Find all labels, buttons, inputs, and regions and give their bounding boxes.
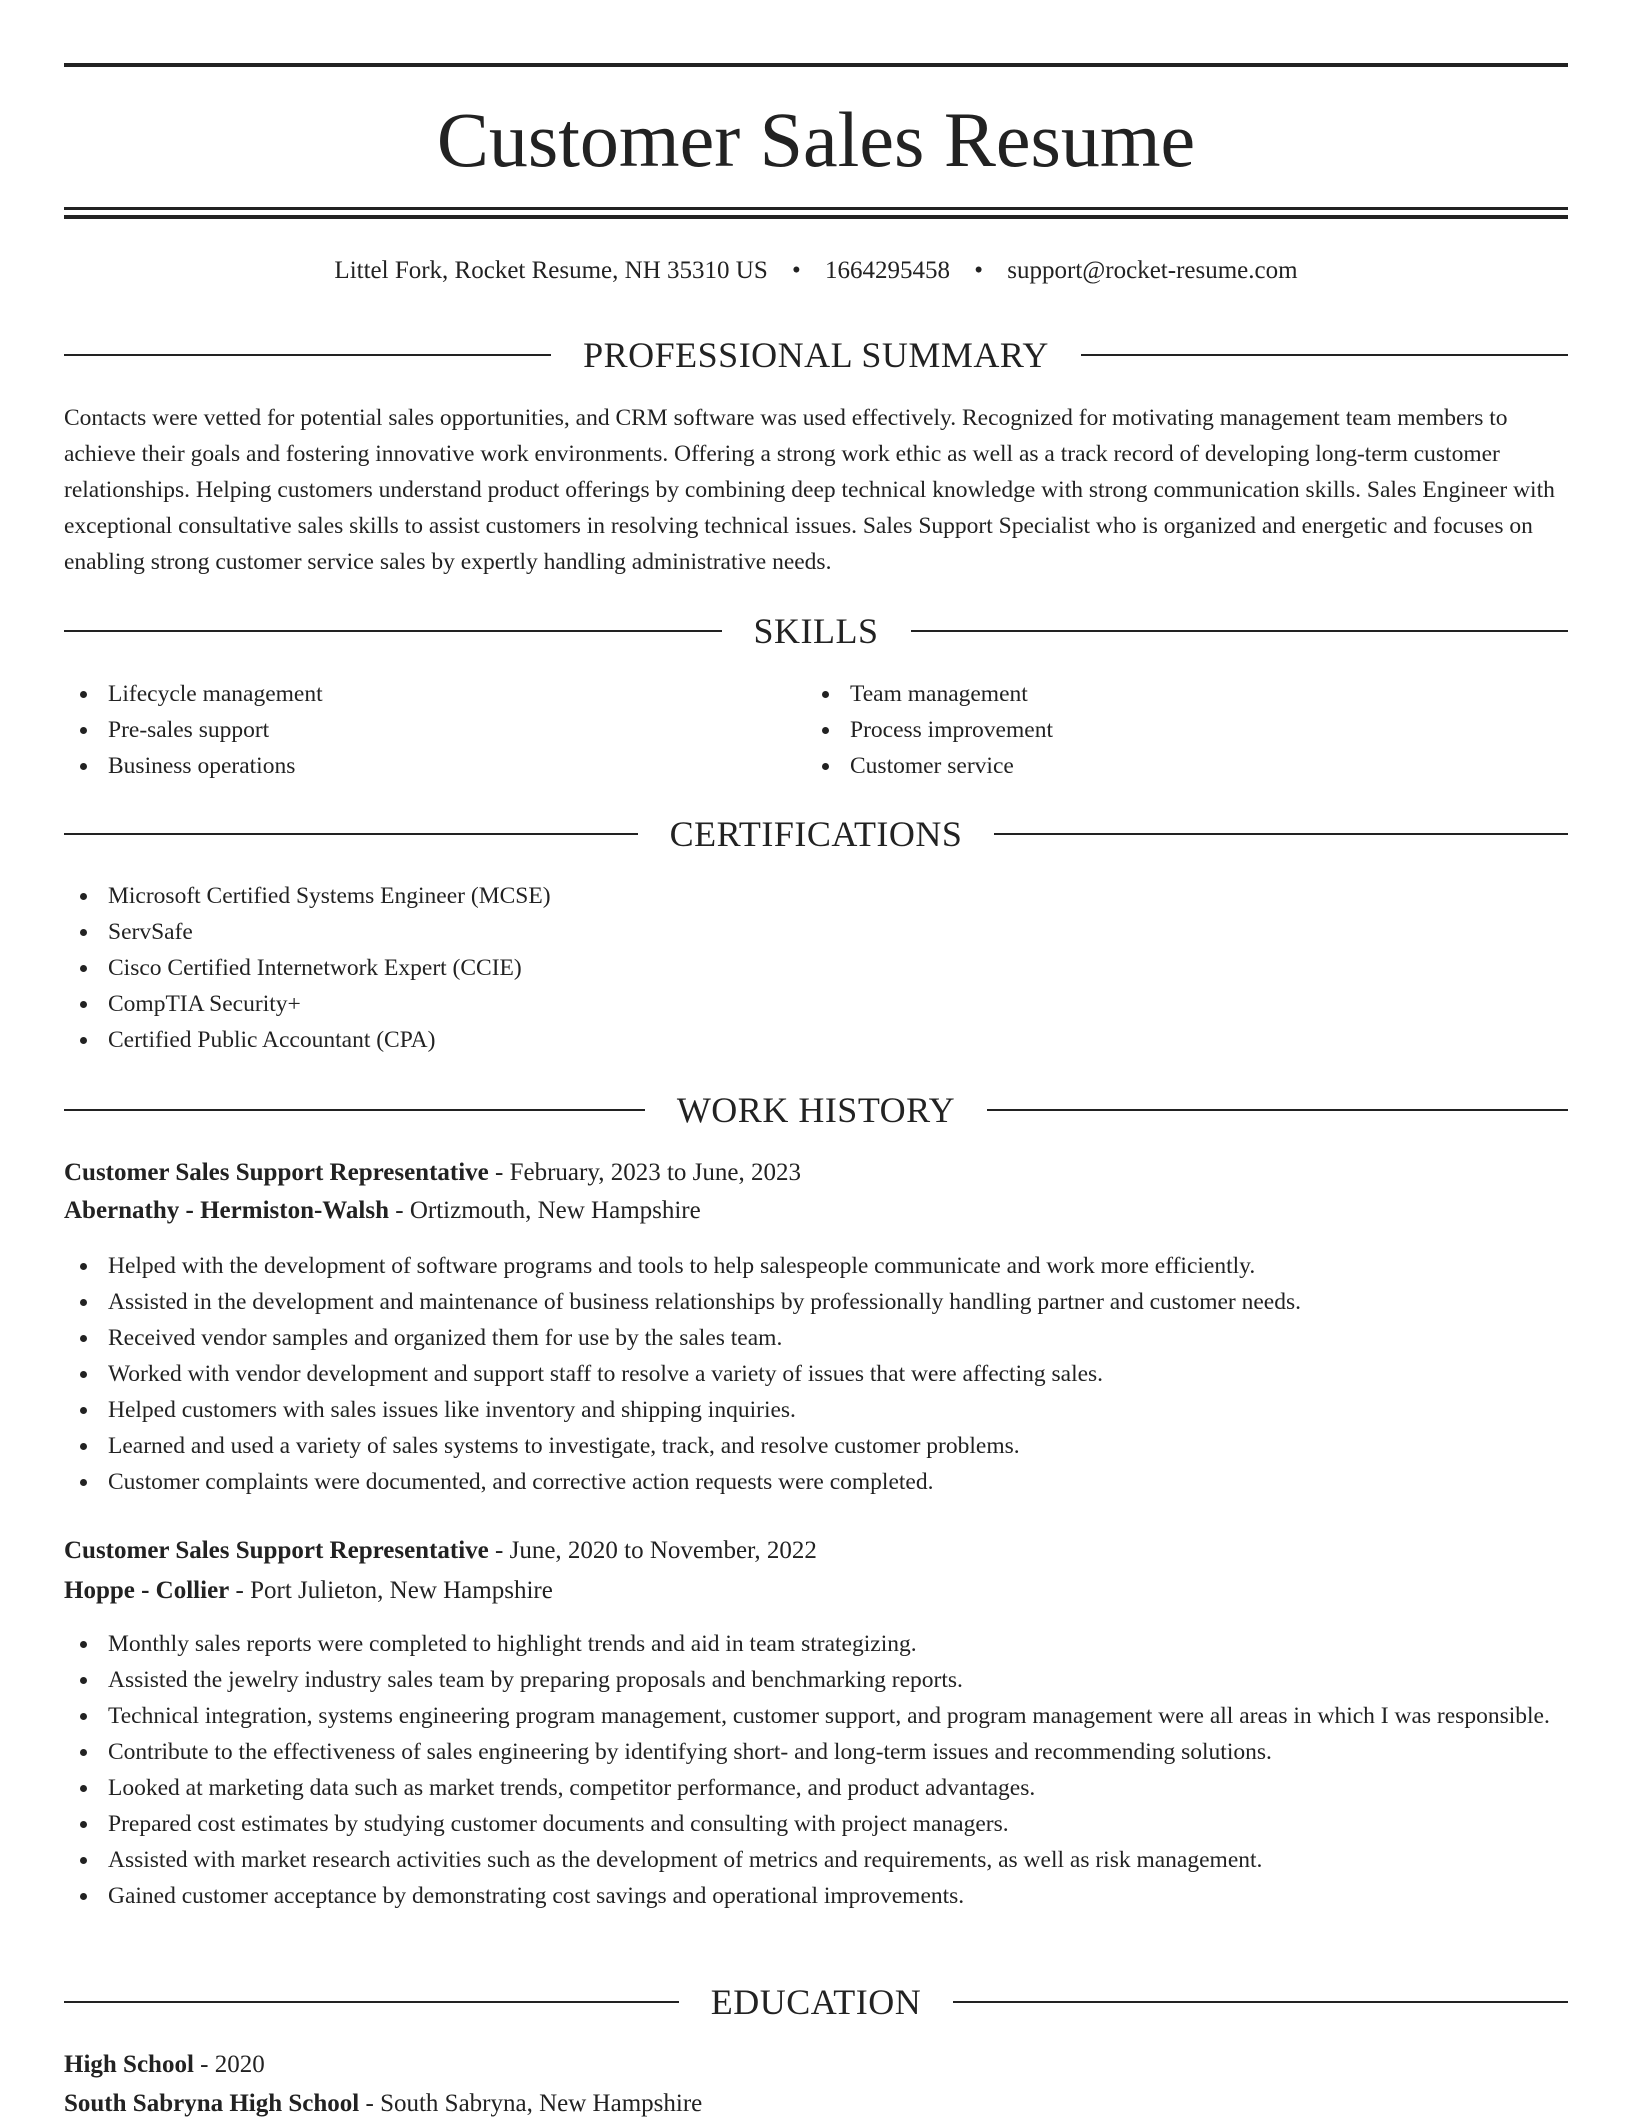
list-item: Looked at marketing data such as market trends, competitor performance, and product advantages. [64, 1770, 1568, 1806]
list-item: Learned and used a variety of sales systems to investigate, track, and resolve customer problems. [64, 1428, 1568, 1464]
list-item: Cisco Certified Internetwork Expert (CCIE) [64, 950, 1568, 986]
list-item: Customer service [806, 748, 1546, 784]
list-item: Assisted in the development and maintenance of business relationships by professionally handling partner and customer needs. [64, 1284, 1568, 1320]
list-item: Pre-sales support [64, 712, 804, 748]
job-title: Customer Sales Support Representative [64, 1537, 489, 1564]
contact-separator: • [791, 257, 801, 284]
contact-separator: • [974, 257, 984, 284]
education-year: - 2020 [193, 2051, 265, 2078]
job-company-line [64, 1572, 1568, 1610]
list-item: Customer complaints were documented, and corrective action requests were completed. [64, 1464, 1568, 1500]
heading-rule [911, 630, 1569, 632]
heading-rule [1081, 354, 1568, 356]
job-title-line [64, 1154, 1568, 1192]
skills-list-left [64, 676, 804, 784]
job-title-line [64, 1532, 1568, 1570]
list-item: Microsoft Certified Systems Engineer (MCSE) [64, 878, 1568, 914]
list-item: Helped customers with sales issues like inventory and shipping inquiries. [64, 1392, 1568, 1428]
heading-rule [64, 354, 551, 356]
list-item: Team management [806, 676, 1546, 712]
heading-rule [953, 2001, 1568, 2003]
list-item: Monthly sales reports were completed to highlight trends and aid in team strategizing. [64, 1626, 1568, 1662]
skills-list-right [806, 676, 1546, 784]
education-school-line [64, 2085, 1568, 2123]
list-item: Received vendor samples and organized them for use by the sales team. [64, 1320, 1568, 1356]
list-item: Certified Public Accountant (CPA) [64, 1022, 1568, 1058]
job-dates: - June, 2020 to November, 2022 [488, 1537, 817, 1564]
heading-rule [64, 630, 722, 632]
education-school: South Sabryna High School [64, 2090, 360, 2117]
section-heading-skills [64, 609, 1568, 653]
education-degree-line [64, 2046, 1568, 2084]
job-dates: - February, 2023 to June, 2023 [488, 1159, 801, 1186]
contact-address: Littel Fork, Rocket Resume, NH 35310 US [334, 257, 768, 284]
section-title: PROFESSIONAL SUMMARY [583, 335, 1049, 375]
contact-email: support@rocket-resume.com [1007, 257, 1298, 284]
list-item: CompTIA Security+ [64, 986, 1568, 1022]
list-item: Contribute to the effectiveness of sales engineering by identifying short- and long-term issues and recommending solutions. [64, 1734, 1568, 1770]
summary-text: Contacts were vetted for potential sales opportunities, and CRM software was used effectively. Recognized for motivating management team members to achieve their goals and fostering innovative work environments. Offering a strong work ethic as well as a track record of developing long-term customer relationships. Helping customers understand product offerings by combining deep technical knowledge with strong communication skills. Sales Engineer with exceptional consultative sales skills to assist customers in resolving technical issues. Sales Support Specialist who is organized and energetic and focuses on enabling strong customer service sales by expertly handling administrative needs. [64, 405, 1555, 575]
title-rule-upper [64, 207, 1568, 210]
education-degree: High School [64, 2051, 194, 2078]
section-title: CERTIFICATIONS [669, 814, 963, 854]
top-rule [64, 63, 1568, 67]
title-rule-lower [64, 215, 1568, 219]
heading-rule [64, 833, 638, 835]
list-item: Lifecycle management [64, 676, 804, 712]
section-heading-work [64, 1088, 1568, 1132]
section-heading-certifications [64, 812, 1568, 856]
list-item: Assisted with market research activities such as the development of metrics and requirements, as well as risk management. [64, 1842, 1568, 1878]
list-item: Assisted the jewelry industry sales team by preparing proposals and benchmarking reports. [64, 1662, 1568, 1698]
job-location: - Ortizmouth, New Hampshire [389, 1197, 701, 1224]
list-item: Helped with the development of software programs and tools to help salespeople communicate and work more efficiently. [64, 1248, 1568, 1284]
job-company: Hoppe - Collier [64, 1577, 230, 1604]
section-title: WORK HISTORY [676, 1090, 956, 1130]
heading-rule [987, 1109, 1568, 1111]
list-item: Prepared cost estimates by studying customer documents and consulting with project managers. [64, 1806, 1568, 1842]
list-item: Technical integration, systems engineering program management, customer support, and program management were all areas in which I was responsible. [64, 1698, 1568, 1734]
list-item: Worked with vendor development and support staff to resolve a variety of issues that were affecting sales. [64, 1356, 1568, 1392]
contact-phone: 1664295458 [825, 257, 950, 284]
section-heading-education [64, 1980, 1568, 2024]
job-title: Customer Sales Support Representative [64, 1159, 489, 1186]
job-company-line [64, 1192, 1568, 1230]
section-title: SKILLS [753, 611, 879, 651]
section-title: EDUCATION [710, 1982, 922, 2022]
certifications-list [64, 878, 1568, 1058]
list-item: ServSafe [64, 914, 1568, 950]
job-company: Abernathy - Hermiston-Walsh [64, 1197, 389, 1224]
education-location: - South Sabryna, New Hampshire [359, 2090, 703, 2117]
list-item: Gained customer acceptance by demonstrating cost savings and operational improvements. [64, 1878, 1568, 1914]
heading-rule [64, 2001, 679, 2003]
job-location: - Port Julieton, New Hampshire [229, 1577, 553, 1604]
job-bullets [64, 1626, 1568, 1914]
contact-line [64, 254, 1568, 288]
heading-rule [64, 1109, 645, 1111]
heading-rule [994, 833, 1568, 835]
page-title: Customer Sales Resume [436, 96, 1196, 183]
section-heading-summary [64, 333, 1568, 377]
list-item: Business operations [64, 748, 804, 784]
list-item: Process improvement [806, 712, 1546, 748]
job-bullets [64, 1248, 1568, 1500]
